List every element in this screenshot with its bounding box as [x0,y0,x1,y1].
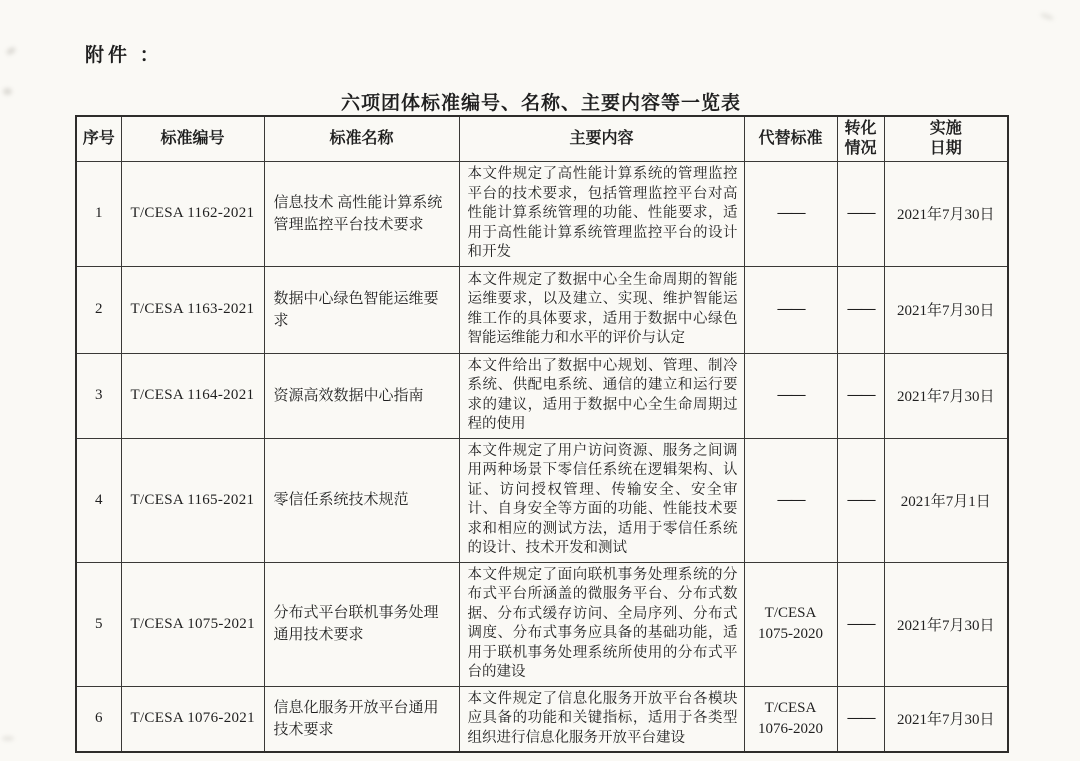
header-standard-name: 标准名称 [264,116,459,162]
header-seq: 序号 [76,116,121,162]
table-row [76,686,1008,752]
cell-main-content: 本文件规定了数据中心全生命周期的智能运维要求，以及建立、实现、维护智能运维工作的具体要求，适用于数据中心绿色智能运维能力和水平的评价与认定 [459,266,744,353]
table-row [76,266,1008,353]
cell-standard-code: T/CESA 1162-2021 [121,162,264,267]
cell-seq: 1 [76,162,121,267]
cell-implementation-date: 2021年7月1日 [884,438,1008,562]
table-row [76,353,1008,438]
table-header-row [76,116,1008,162]
cell-main-content: 本文件规定了高性能计算系统的管理监控平台的技术要求，包括管理监控平台对高性能计算系统管理的功能、性能要求，适用于高性能计算系统管理监控平台的设计和开发 [459,162,744,267]
header-main-content: 主要内容 [459,116,744,162]
scan-artifact [5,46,17,56]
cell-implementation-date: 2021年7月30日 [884,162,1008,267]
cell-implementation-date: 2021年7月30日 [884,266,1008,353]
cell-replaced-standard: —— [744,353,837,438]
cell-seq: 2 [76,266,121,353]
cell-replaced-standard: T/CESA 1076-2020 [744,686,837,752]
cell-seq: 6 [76,686,121,752]
cell-seq: 3 [76,353,121,438]
scan-artifact [1040,12,1055,21]
standards-table [75,115,1009,753]
cell-implementation-date: 2021年7月30日 [884,562,1008,686]
scan-artifact [3,88,12,95]
document-title: 六项团体标准编号、名称、主要内容等一览表 [340,93,741,114]
cell-standard-name: 数据中心绿色智能运维要求 [264,266,459,353]
cell-conversion-status: —— [837,353,884,438]
cell-replaced-standard: —— [744,438,837,562]
header-conversion-status: 转化 情况 [837,116,884,162]
cell-main-content: 本文件规定了面向联机事务处理系统的分布式平台所涵盖的微服务平台、分布式数据、分布式缓存访问、全局序列、分布式调度、分布式事务应具备的基础功能，适用于联机事务处理系统所使用的分布式平台的建设 [459,562,744,686]
cell-main-content: 本文件给出了数据中心规划、管理、制冷系统、供配电系统、通信的建立和运行要求的建议，适用于数据中心全生命周期过程的使用 [459,353,744,438]
cell-main-content: 本文件规定了信息化服务开放平台各模块应具备的功能和关键指标，适用于各类型组织进行信息化服务开放平台建设 [459,686,744,752]
header-standard-code: 标准编号 [121,116,264,162]
cell-conversion-status: —— [837,562,884,686]
cell-seq: 4 [76,438,121,562]
cell-conversion-status: —— [837,438,884,562]
table-row [76,562,1008,686]
cell-standard-name: 信息化服务开放平台通用技术要求 [264,686,459,752]
cell-conversion-status: —— [837,686,884,752]
cell-standard-code: T/CESA 1076-2021 [121,686,264,752]
cell-replaced-standard: —— [744,266,837,353]
cell-replaced-standard: —— [744,162,837,267]
cell-conversion-status: —— [837,266,884,353]
cell-standard-name: 分布式平台联机事务处理通用技术要求 [264,562,459,686]
cell-standard-name: 零信任系统技术规范 [264,438,459,562]
table-row [76,162,1008,267]
header-replaced-standard: 代替标准 [744,116,837,162]
cell-replaced-standard: T/CESA 1075-2020 [744,562,837,686]
cell-conversion-status: —— [837,162,884,267]
cell-standard-code: T/CESA 1163-2021 [121,266,264,353]
cell-standard-code: T/CESA 1165-2021 [121,438,264,562]
cell-main-content: 本文件规定了用户访问资源、服务之间调用两种场景下零信任系统在逻辑架构、认证、访问授权管理、传输安全、安全审计、自身安全等方面的功能、性能技术要求和相应的测试方法，适用于零信任系统的设计、技术开发和测试 [459,438,744,562]
cell-standard-name: 资源高效数据中心指南 [264,353,459,438]
cell-standard-name: 信息技术 高性能计算系统管理监控平台技术要求 [264,162,459,267]
cell-standard-code: T/CESA 1075-2021 [121,562,264,686]
cell-implementation-date: 2021年7月30日 [884,686,1008,752]
header-implementation-date: 实施 日期 [884,116,1008,162]
cell-standard-code: T/CESA 1164-2021 [121,353,264,438]
cell-implementation-date: 2021年7月30日 [884,353,1008,438]
scan-artifact [2,736,14,741]
table-row [76,438,1008,562]
cell-seq: 5 [76,562,121,686]
attachment-label: 附件 ： [85,45,163,66]
